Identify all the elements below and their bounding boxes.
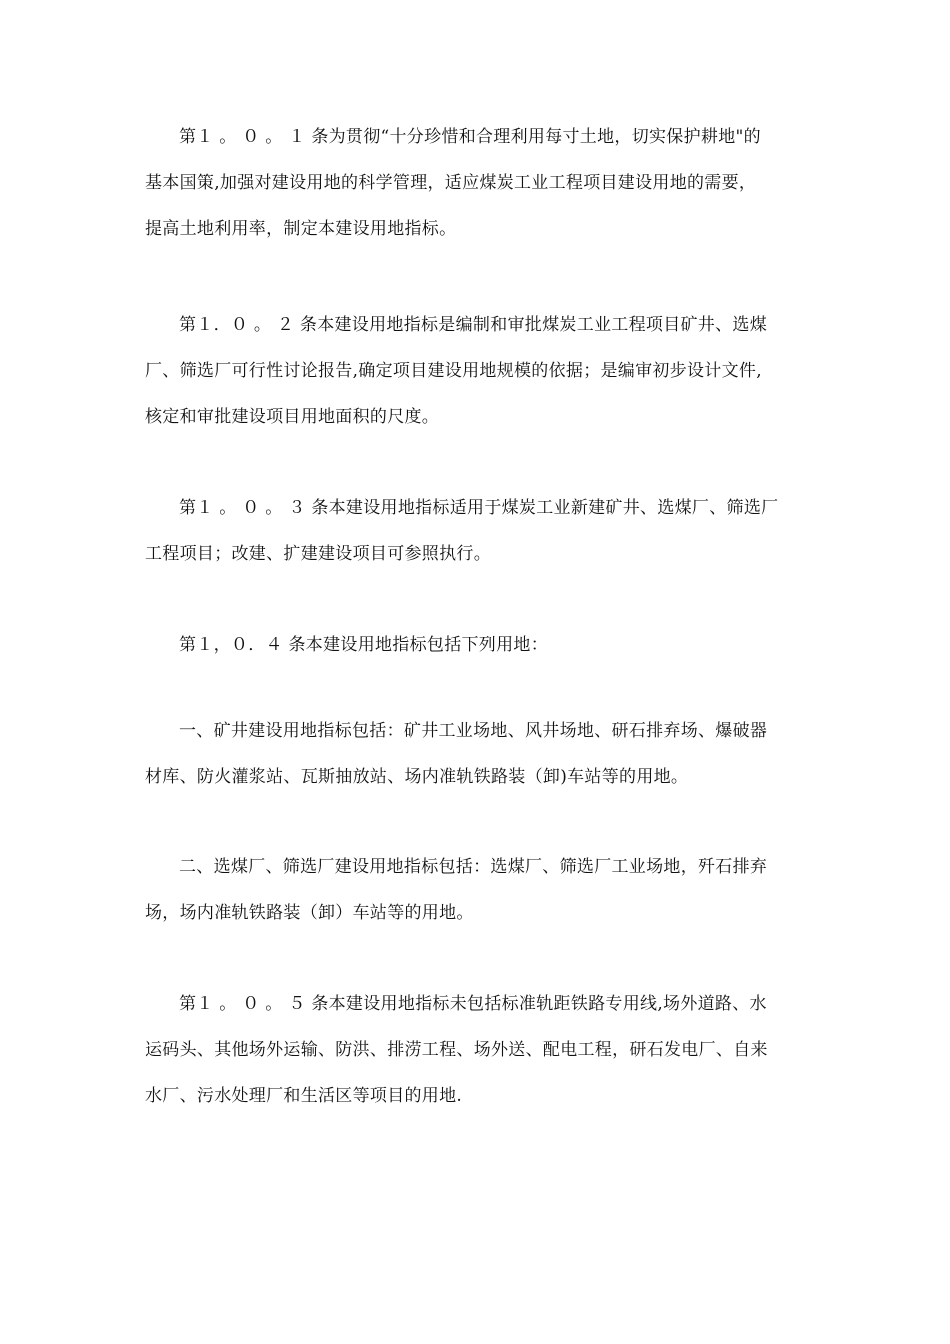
paragraph-item-2 <box>145 844 810 936</box>
paragraph-line: 材库、防火灌浆站、瓦斯抽放站、场内准轨铁路装（卸)车站等的用地。 <box>145 767 689 787</box>
paragraph-line: 一、矿井建设用地指标包括：矿井工业场地、风井场地、研石排弃场、爆破器 <box>179 721 768 741</box>
paragraph-line: 运码头、其他场外运输、防洪、排涝工程、场外送、配电工程，研石发电厂、自来 <box>145 1040 768 1060</box>
paragraph-line: 厂、筛选厂可行性讨论报告,确定项目建设用地规模的依据；是编审初步设计文件, <box>145 361 762 381</box>
paragraph-line: 基本国策,加强对建设用地的科学管理，适应煤炭工业工程项目建设用地的需要， <box>145 173 757 193</box>
paragraph-clause-1-0-4 <box>145 622 810 668</box>
paragraph-clause-1-0-3 <box>145 485 810 577</box>
paragraph-line: 第１，０．４ 条本建设用地指标包括下列用地： <box>179 635 549 655</box>
paragraph-line: 第１ 。 ０ 。 １ 条为贯彻“十分珍惜和合理利用每寸土地，切实保护耕地"的 <box>179 127 761 147</box>
paragraph-line: 水厂、污水处理厂和生活区等项目的用地. <box>145 1086 463 1106</box>
paragraph-line: 第１．０ 。 ２ 条本建设用地指标是编制和审批煤炭工业工程项目矿井、选煤 <box>179 315 768 335</box>
paragraph-clause-1-0-2 <box>145 302 810 440</box>
paragraph-line: 第１ 。 ０ 。 ３ 条本建设用地指标适用于煤炭工业新建矿井、选煤厂、筛选厂 <box>179 498 779 518</box>
paragraph-line: 核定和审批建设项目用地面积的尺度。 <box>145 407 440 427</box>
paragraph-line: 提高土地利用率，制定本建设用地指标。 <box>145 219 457 239</box>
paragraph-line: 二、选煤厂、筛选厂建设用地指标包括：选煤厂、筛选厂工业场地，歼石排弃 <box>179 857 768 877</box>
paragraph-clause-1-0-5 <box>145 981 810 1119</box>
paragraph-clause-1-0-1 <box>145 114 810 252</box>
paragraph-line: 工程项目；改建、扩建建设项目可参照执行。 <box>145 544 491 564</box>
paragraph-line: 场，场内准轨铁路装（卸）车站等的用地。 <box>145 903 474 923</box>
paragraph-line: 第１ 。 ０ 。 ５ 条本建设用地指标未包括标准轨距铁路专用线,场外道路、水 <box>179 994 767 1014</box>
paragraph-item-1 <box>145 708 810 800</box>
